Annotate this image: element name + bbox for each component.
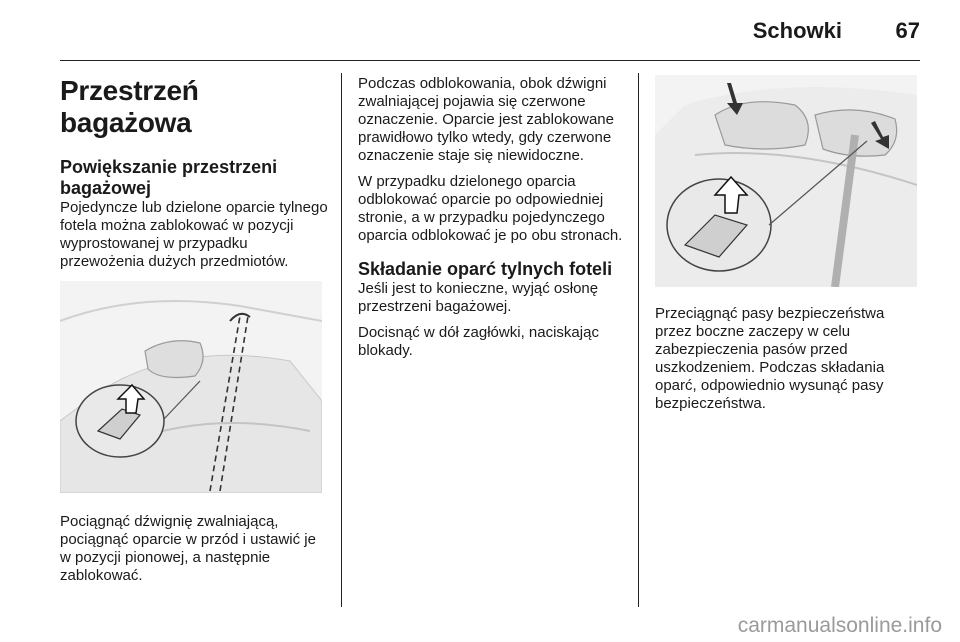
column-1 — [60, 75, 328, 593]
page-number: 67 — [895, 18, 920, 43]
column-3 — [655, 75, 923, 421]
watermark: carmanualsonline.info — [737, 614, 942, 637]
header-rule — [60, 60, 920, 61]
column-2 — [358, 75, 626, 368]
subsection-title-enlarging: Powiększanie przestrzeni bagażowej — [60, 157, 278, 198]
paragraph-seat-lock: Pojedyncze lub dzielone oparcie tylnego fotela można zablokować w pozycji wyprostowanej w przypadku przewożenia dużych przedmiotów. — [60, 199, 328, 270]
illustration-seat-belt-hooks — [655, 75, 917, 287]
paragraph-remove-cover: Jeśli jest to konieczne, wyjąć osłonę przestrzeni bagażowej. — [358, 280, 599, 315]
paragraph-pull-lever: Pociągnąć dźwignię zwalniającą, pociągnąć oparcie w przód i ustawić je w pozycji pionowej, a następnie zablokować. — [60, 513, 316, 584]
illustration-seat-release-lever — [60, 281, 322, 493]
page-header-section: Schowki — [752, 18, 842, 43]
subsection-title-folding: Składanie oparć tylnych foteli — [358, 259, 613, 279]
section-title: Przestrzeń bagażowa — [60, 75, 199, 138]
paragraph-red-marker: Podczas odblokowania, obok dźwigni zwalniającej pojawia się czerwone oznaczenie. Oparcie jest zablokowane prawidłowo tylko wtedy, gdy czerwone oznaczenie staje się niewidoczne. — [358, 75, 614, 164]
paragraph-press-headrests: Docisnąć w dół zagłówki, naciskając blokady. — [358, 324, 599, 359]
paragraph-split-backrest: W przypadku dzielonego oparcia odblokować oparcie po odpowiedniej stronie, a w przypadku pojedynczego oparcia odblokować je po obu stronach. — [358, 173, 623, 244]
column-divider-2 — [638, 73, 639, 607]
column-divider-1 — [341, 73, 342, 607]
paragraph-seat-belts: Przeciągnąć pasy bezpieczeństwa przez boczne zaczepy w celu zabezpieczenia pasów przed uszkodzeniem. Podczas składania oparć, odpowiednio wysunąć pasy bezpieczeństwa. — [655, 305, 885, 412]
